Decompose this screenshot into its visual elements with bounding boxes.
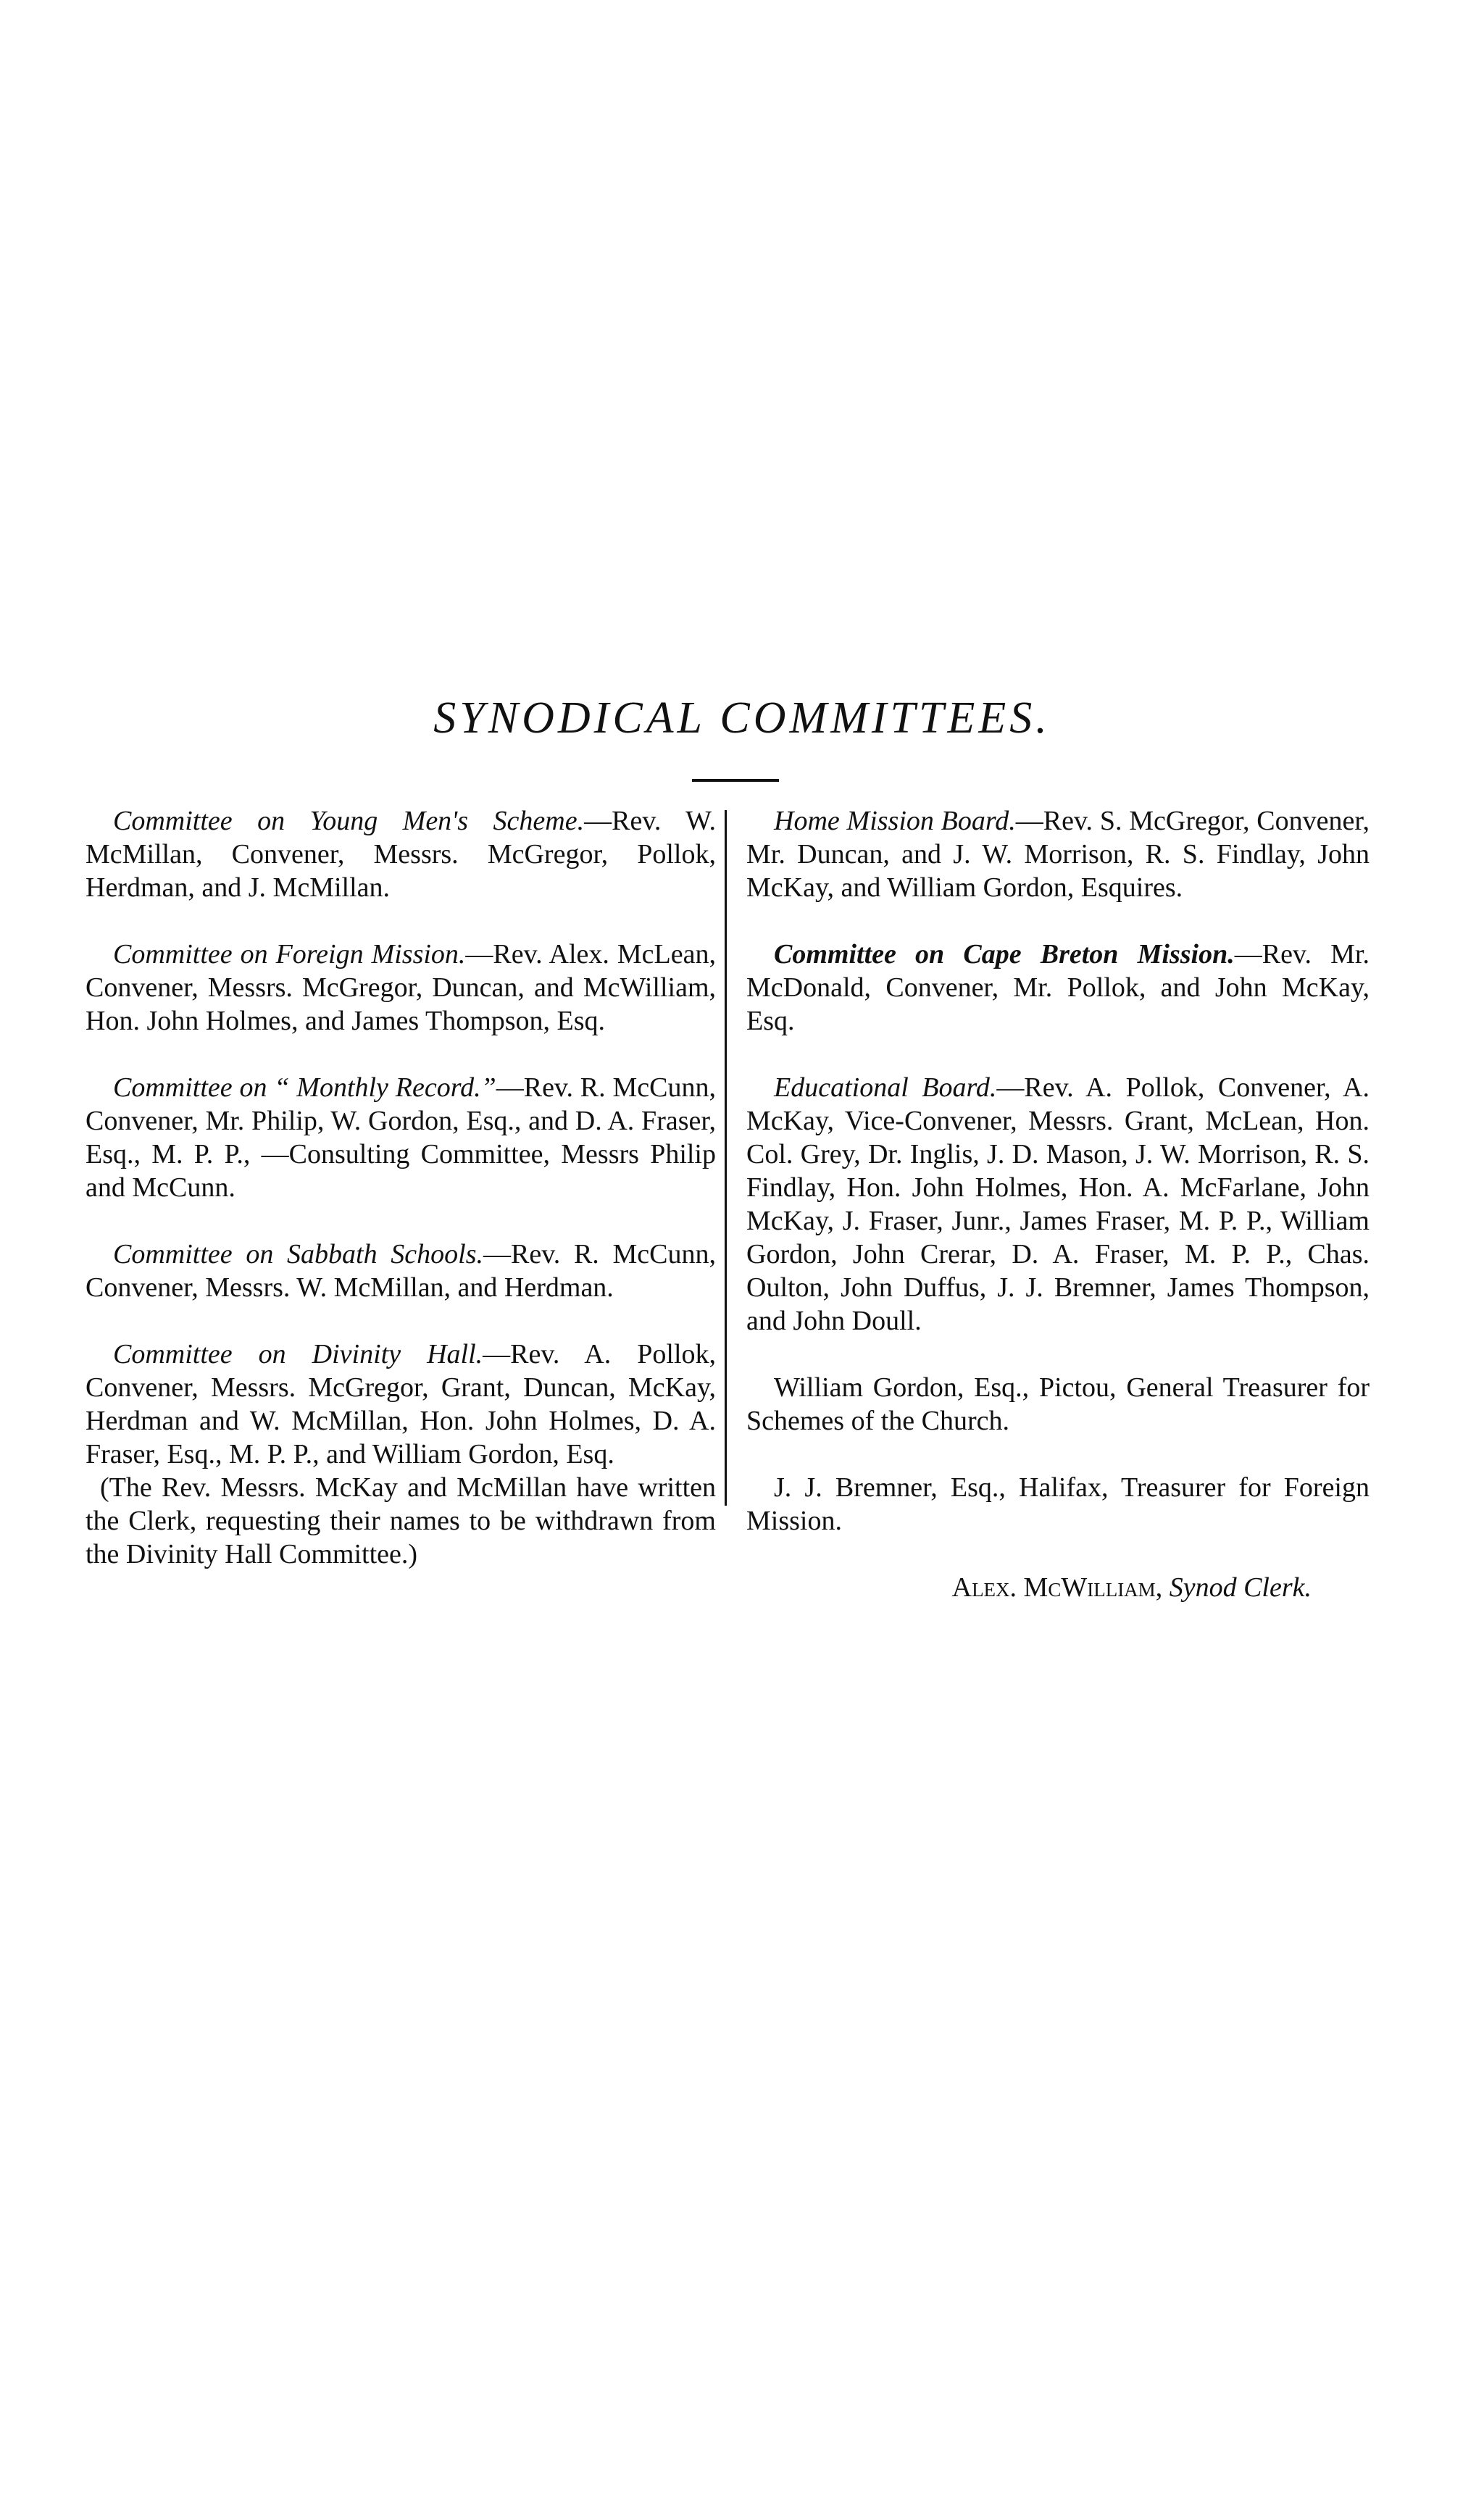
page-title: SYNODICAL COMMITTEES. [433, 693, 1051, 743]
committee-members: —Rev. R. McCunn, Convener, Messrs. W. McMillan, and Herdman. [86, 1239, 717, 1303]
withdrawal-note: (The Rev. Messrs. McKay and McMillan have written the Clerk, requesting their names to be withdrawn from the Divinity Hall Committee.) [86, 1472, 716, 1569]
committee-members: —Rev. S. McGregor, Convener, Mr. Duncan, and J. W. Morrison, R. S. Findlay, John McKay, and William Gordon, Esquires. [746, 806, 1370, 903]
foreign-treasurer: J. J. Bremner, Esq., Halifax, Treasurer for Foreign Mission. [746, 1472, 1370, 1536]
committee-heading: Home Mission Board. [774, 806, 1016, 836]
column-divider [725, 810, 727, 1506]
committee-heading: Committee on Foreign Mission. [113, 939, 466, 969]
committee-members: —Rev. A. Pollok, Convener, Messrs. McGregor, Grant, Duncan, McKay, Herdman and W. McMillan, Hon. John Holmes, D. A. Fraser, Esq., M. P. P., and William Gordon, Esq. [86, 1339, 716, 1469]
committee-heading: Committee on Divinity Hall. [113, 1339, 483, 1369]
committee-entry [86, 938, 716, 1038]
committee-heading: Educational Board. [774, 1072, 997, 1103]
left-column [86, 804, 716, 1571]
committee-entry [86, 1071, 716, 1204]
general-treasurer: William Gordon, Esq., Pictou, General Treasurer for Schemes of the Church. [746, 1372, 1370, 1436]
committee-heading: Committee on Cape Breton Mission. [774, 939, 1235, 969]
signature-name: Alex. McWilliam, [951, 1572, 1163, 1603]
committee-entry [746, 804, 1370, 904]
committee-heading: Committee on Young Men's Scheme. [113, 806, 585, 836]
committee-entry [746, 938, 1370, 1038]
signature-role: Synod Clerk. [1169, 1572, 1312, 1603]
committee-members: —Rev. R. McCunn, Convener, Mr. Philip, W. Gordon, Esq., and D. A. Fraser, Esq., M. P. P., —Consulting Committee, Messrs Philip and McCunn. [86, 1072, 716, 1203]
committee-members: —Rev. A. Pollok, Convener, A. McKay, Vice-Convener, Messrs. Grant, McLean, Hon. Col. Grey, Dr. Inglis, J. D. Mason, J. W. Morrison, R. S. Findlay, Hon. John Holmes, Hon. A. McFarlane, John McKay, J. Fraser, Junr., James Fraser, M. P. P., William Gordon, John Crerar, D. A. Fraser, M. P. P., Chas. Oulton, John Duffus, J. J. Bremner, James Thompson, and John Doull. [746, 1072, 1370, 1336]
committee-members: —Rev. Mr. McDonald, Convener, Mr. Pollok, and John McKay, Esq. [746, 939, 1370, 1036]
committee-heading: Committee on “ Monthly Record.” [113, 1072, 496, 1103]
committee-heading: Committee on Sabbath Schools. [113, 1239, 484, 1269]
right-column [746, 804, 1370, 1604]
committee-entry [86, 1238, 716, 1304]
signature [746, 1571, 1370, 1604]
committee-members: —Rev. Alex. McLean, Convener, Messrs. McGregor, Duncan, and McWilliam, Hon. John Holmes, and James Thompson, Esq. [86, 939, 716, 1036]
committee-entry [86, 804, 716, 904]
committee-entry [746, 1071, 1370, 1338]
committee-members: —Rev. W. McMillan, Convener, Messrs. McGregor, Pollok, Herdman, and J. McMillan. [86, 806, 717, 903]
committee-entry [86, 1338, 716, 1471]
title-rule [692, 779, 779, 782]
